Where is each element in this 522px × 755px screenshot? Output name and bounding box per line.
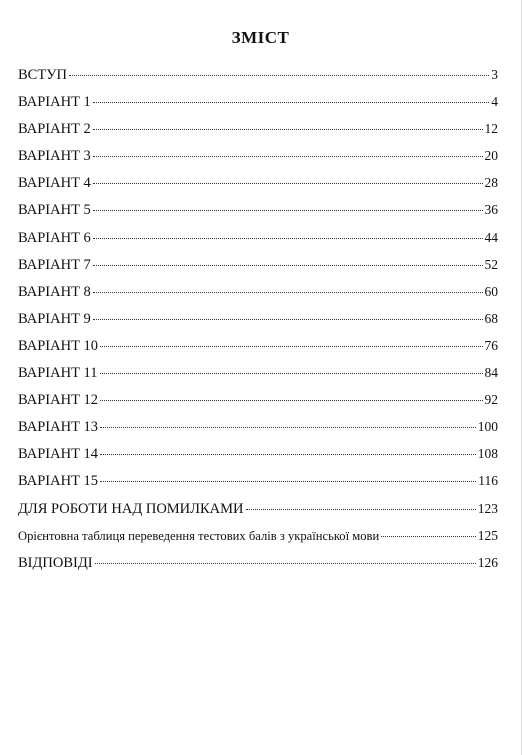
- toc-entry-label: ВАРІАНТ 12: [18, 392, 99, 409]
- table-of-contents: [18, 67, 498, 582]
- page-title: ЗМІСТ: [231, 28, 290, 47]
- toc-entry-page: 20: [484, 148, 498, 164]
- toc-entry-score-table: [18, 528, 498, 555]
- toc-entry-variant-2: [18, 121, 498, 148]
- toc-entry-page: 3: [491, 67, 498, 82]
- toc-entry-variant-9: [18, 311, 498, 338]
- dot-leader: [100, 346, 482, 347]
- toc-entry-page: 125: [477, 527, 498, 543]
- toc-entry-label: ВАРІАНТ 3: [18, 148, 91, 165]
- toc-entry-page: 44: [484, 229, 498, 245]
- dot-leader: [93, 129, 483, 130]
- toc-entry-page: 36: [484, 202, 498, 218]
- toc-entry-vstup: [18, 67, 498, 94]
- dot-leader: [100, 454, 476, 455]
- dot-leader: [69, 75, 489, 76]
- toc-entry-answers: [18, 555, 498, 582]
- toc-entry-label: ВАРІАНТ 15: [18, 473, 99, 490]
- toc-entry-page: 108: [477, 446, 498, 462]
- toc-entry-variant-12: [18, 392, 498, 419]
- toc-entry-page: 116: [478, 473, 498, 489]
- toc-entry-variant-6: [18, 230, 498, 257]
- toc-entry-label: ВАРІАНТ 5: [18, 202, 91, 219]
- toc-entry-variant-8: [18, 284, 498, 311]
- toc-entry-page: 4: [491, 94, 498, 110]
- toc-entry-page: 60: [484, 283, 498, 299]
- dot-leader: [93, 292, 483, 293]
- toc-entry-variant-13: [18, 419, 498, 446]
- dot-leader: [93, 156, 483, 157]
- toc-entry-variant-7: [18, 257, 498, 284]
- toc-entry-variant-4: [18, 175, 498, 202]
- toc-entry-variant-11: [18, 365, 498, 392]
- dot-leader: [100, 400, 482, 401]
- dot-leader: [93, 238, 483, 239]
- toc-entry-page: 100: [477, 419, 498, 435]
- toc-entry-label: ВАРІАНТ 6: [18, 229, 91, 246]
- toc-entry-page: 92: [484, 392, 498, 408]
- toc-entry-label: ВСТУП: [18, 67, 67, 83]
- toc-entry-label: ВАРІАНТ 2: [18, 121, 91, 138]
- toc-entry-label: ВІДПОВІДІ: [18, 554, 93, 571]
- dot-leader: [93, 265, 483, 266]
- toc-entry-label: Орієнтовна таблиця переведення тестових балів з української мови: [18, 528, 380, 543]
- dot-leader: [246, 509, 476, 510]
- toc-entry-label: ВАРІАНТ 4: [18, 175, 91, 192]
- dot-leader: [100, 373, 483, 374]
- dot-leader: [93, 102, 489, 103]
- toc-entry-variant-15: [18, 473, 498, 500]
- dot-leader: [100, 427, 476, 428]
- toc-entry-label: ВАРІАНТ 10: [18, 337, 99, 354]
- toc-entry-page: 12: [484, 121, 498, 137]
- toc-entry-page: 123: [477, 500, 498, 516]
- dot-leader: [93, 319, 483, 320]
- toc-entry-page: 76: [484, 337, 498, 353]
- toc-entry-label: ВАРІАНТ 1: [18, 94, 91, 111]
- dot-leader: [95, 563, 476, 564]
- toc-entry-page: 126: [477, 554, 498, 570]
- toc-entry-variant-1: [18, 94, 498, 121]
- dot-leader: [381, 536, 476, 537]
- toc-entry-page: 52: [484, 256, 498, 272]
- toc-entry-label: ВАРІАНТ 14: [18, 446, 99, 463]
- dot-leader: [93, 210, 483, 211]
- toc-entry-label: ВАРІАНТ 9: [18, 310, 91, 327]
- toc-entry-page: 28: [484, 175, 498, 191]
- toc-entry-variant-10: [18, 338, 498, 365]
- toc-entry-label: ВАРІАНТ 7: [18, 256, 91, 273]
- toc-entry-label: ДЛЯ РОБОТИ НАД ПОМИЛКАМИ: [18, 500, 244, 517]
- toc-entry-label: ВАРІАНТ 8: [18, 283, 91, 300]
- toc-entry-label: ВАРІАНТ 13: [18, 419, 99, 436]
- toc-entry-page: 84: [484, 365, 498, 381]
- dot-leader: [100, 481, 476, 482]
- toc-entry-variant-3: [18, 148, 498, 175]
- toc-entry-page: 68: [484, 310, 498, 326]
- toc-entry-variant-14: [18, 446, 498, 473]
- dot-leader: [93, 183, 483, 184]
- toc-entry-error-work: [18, 501, 498, 528]
- toc-entry-label: ВАРІАНТ 11: [18, 365, 98, 382]
- toc-entry-variant-5: [18, 202, 498, 229]
